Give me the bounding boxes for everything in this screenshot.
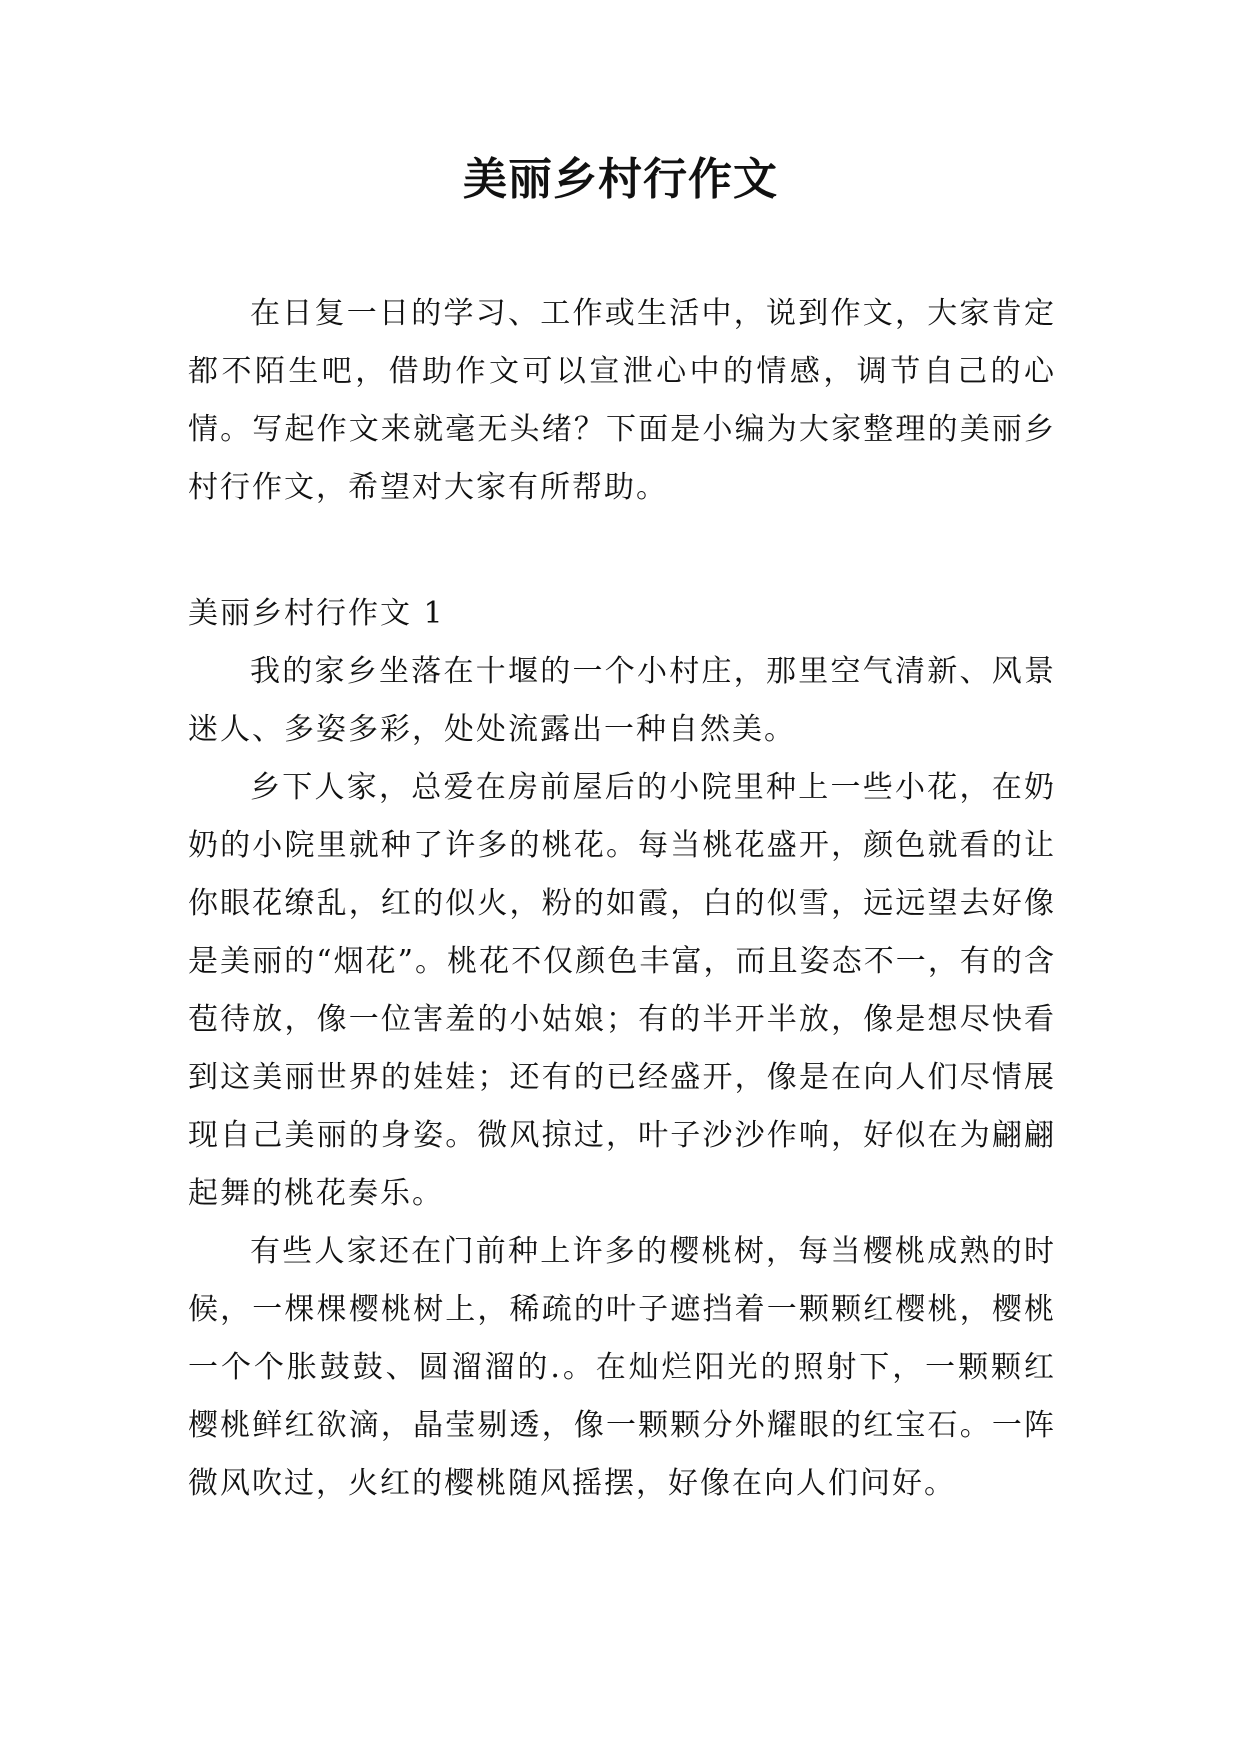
body-paragraph-1: 我的家乡坐落在十堰的一个小村庄，那里空气清新、风景迷人、多姿多彩，处处流露出一种自然美。 [188,654,1056,747]
paragraph-spacer [188,517,1056,585]
intro-paragraph: 在日复一日的学习、工作或生活中，说到作文，大家肯定都不陌生吧，借助作文可以宣泄心中的情感，调节自己的心情。写起作文来就毫无头绪？下面是小编为大家整理的美丽乡村行作文，希望对大家有所帮助。 [188,296,1056,505]
document-title: 美丽乡村行作文 [463,154,778,205]
section-heading: 美丽乡村行作文 1 [188,596,445,631]
body-paragraph-2: 乡下人家，总爱在房前屋后的小院里种上一些小花，在奶奶的小院里就种了许多的桃花。每当桃花盛开，颜色就看的让你眼花缭乱，红的似火，粉的如霞，白的似雪，远远望去好像是美丽的“烟花”。桃花不仅颜色丰富，而且姿态不一，有的含苞待放，像一位害羞的小姑娘；有的半开半放，像是想尽快看到这美丽世界的娃娃；还有的已经盛开，像是在向人们尽情展现自己美丽的身姿。微风掠过，叶子沙沙作响，好似在为翩翩起舞的桃花奏乐。 [188,770,1056,1211]
body-paragraph-3: 有些人家还在门前种上许多的樱桃树，每当樱桃成熟的时候，一棵棵樱桃树上，稀疏的叶子遮挡着一颗颗红樱桃，樱桃一个个胀鼓鼓、圆溜溜的.。在灿烂阳光的照射下，一颗颗红樱桃鲜红欲滴，晶莹剔透，像一颗颗分外耀眼的红宝石。一阵微风吹过，火红的樱桃随风摇摆，好像在向人们问好。 [188,1234,1056,1501]
document-body [188,285,1056,1513]
